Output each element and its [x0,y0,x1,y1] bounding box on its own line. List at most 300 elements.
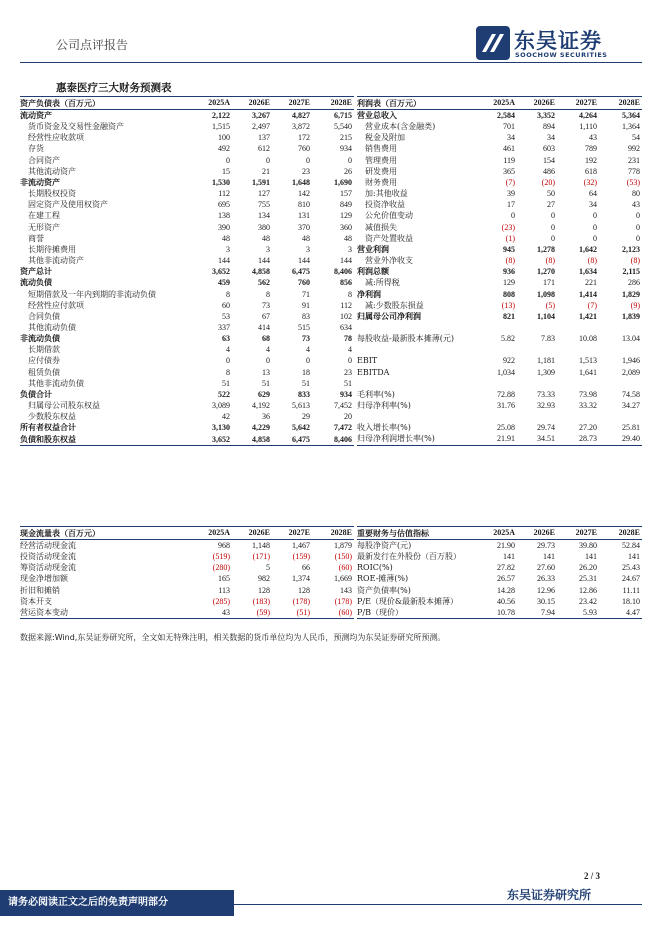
table-row [20,400,354,411]
value-cell: 21.91 [477,433,517,445]
value-cell: 1,530 [212,177,230,187]
data-source-note: 数据来源:Wind,东吴证券研究所，全文如无特殊注明，相关数据的货币单位均为人民币，预测均为东吴证券研究所预测。 [20,633,446,642]
table-row [20,562,354,573]
value-cell: 3,352 [537,111,555,120]
row-label: 其他非流动资产 [28,256,84,266]
value-cell: 2,115 [622,267,640,277]
year-header-cell: 2028E [599,97,642,110]
row-label: 归属母公司股东权益 [28,401,100,411]
value-cell: 370 [298,222,310,232]
value-cell: (183) [252,596,270,606]
table-row [20,188,354,199]
row-label: P/B（现价） [357,607,477,619]
value-cell: 50 [547,189,555,199]
value-cell: 43 [589,133,597,143]
row-label: 公允价值变动 [365,211,413,221]
value-cell: 810 [298,200,310,210]
value-cell: 1,148 [252,541,270,550]
balance-sheet-table [20,96,354,446]
value-cell: 4,858 [252,267,270,277]
value-cell: 755 [258,200,270,210]
value-cell: 7.83 [541,334,555,344]
row-label: 营业成本(含金融类) [365,122,436,132]
value-cell: 4,858 [232,434,272,446]
value-cell: 15 [222,166,230,176]
value-cell: 26 [344,166,352,176]
key-metrics-table [357,526,642,619]
value-cell: 10.08 [579,334,597,344]
row-label: 其他流动负债 [28,322,76,332]
row-label: 现金净增加额 [20,574,68,584]
table-title-cell: 重要财务与估值指标 [357,527,477,540]
value-cell: 1,104 [537,311,555,321]
value-cell: 73 [262,300,270,310]
row-label: 研发费用 [365,166,397,176]
year-header-cell: 2025A [477,97,517,110]
value-cell: (150) [334,552,352,562]
row-label: 无形资产 [28,222,60,232]
table-row [20,143,354,154]
row-label: 负债和股东权益 [20,434,192,446]
value-cell: 4 [266,345,270,355]
value-cell: 4 [306,345,310,355]
value-cell: 337 [218,322,230,332]
value-cell: 1,278 [537,244,555,254]
value-cell: (159) [292,552,310,562]
value-cell [517,344,557,355]
table-row [20,434,354,446]
value-cell: 618 [585,166,597,176]
table-row [357,177,642,188]
table-row [20,367,354,378]
table-row [20,311,354,322]
table-row [357,322,642,333]
value-cell: 30.15 [537,596,555,606]
row-label: 营业外净收支 [365,256,413,266]
value-cell: 21 [262,166,270,176]
table-row [20,155,354,166]
value-cell: 2,122 [212,111,230,120]
value-cell: 1,634 [579,267,597,277]
value-cell: 53 [222,311,230,321]
cash-flow-table [20,526,354,619]
value-cell: 1,374 [292,574,310,584]
value-cell: 701 [503,122,515,132]
value-cell: 390 [218,222,230,232]
value-cell: 113 [218,585,230,595]
row-label: 在建工程 [28,211,60,221]
value-cell: 0 [593,233,597,243]
value-cell: 25.08 [497,423,515,433]
table-header-row [20,527,354,540]
row-label: 长期股权投资 [28,189,76,199]
value-cell: 0 [551,222,555,232]
value-cell [557,378,599,389]
table-row [357,255,642,266]
table-row [20,540,354,552]
value-cell: 982 [258,574,270,584]
row-label: 非流动资产 [20,176,60,187]
value-cell: (32) [583,177,597,187]
row-label: 收入增长率(%) [357,423,411,433]
value-cell: 128 [258,585,270,595]
year-header-cell: 2028E [312,527,354,540]
value-cell: (60) [312,607,354,619]
value-cell: 4.47 [599,607,642,619]
table-title-cell: 利润表（百万元） [357,97,477,110]
value-cell: 34.51 [517,433,557,445]
value-cell: 612 [258,144,270,154]
value-cell: 1,829 [622,289,640,299]
table-row [20,110,354,122]
year-header-cell: 2027E [272,97,312,110]
row-label: 其他流动资产 [28,166,76,176]
value-cell: 112 [340,300,352,310]
year-header-cell: 2028E [599,527,642,540]
page-title: 惠泰医疗三大财务预测表 [56,82,172,94]
row-label: 减:少数股东损益 [365,300,424,310]
value-cell: 13 [262,367,270,377]
value-cell: (8) [505,256,515,266]
value-cell: 68 [262,334,270,344]
year-header-cell: 2026E [232,97,272,110]
table-row [20,333,354,344]
value-cell: (178) [292,596,310,606]
value-cell: 968 [218,541,230,550]
value-cell: 5.93 [557,607,599,619]
value-cell: 856 [340,278,352,288]
value-cell: 12.86 [579,585,597,595]
table-row [20,277,354,288]
page-number: 2 / 3 [584,871,601,881]
row-label: P/E（现价&最新股本摊薄） [357,596,459,606]
row-label: 归母净利润增长率(%) [357,433,477,445]
value-cell: (59) [232,607,272,619]
value-cell: 760 [298,144,310,154]
value-cell: 4,827 [292,111,310,120]
table-row [357,132,642,143]
row-label: 经营活动现金流 [20,541,76,550]
table-row [357,244,642,255]
value-cell: 141 [503,552,515,562]
value-cell: (1) [505,233,515,243]
value-cell: (8) [545,256,555,266]
value-cell: 1,669 [334,574,352,584]
row-label: 少数股东权益 [28,412,76,422]
value-cell: 603 [543,144,555,154]
table-header-row [357,527,642,540]
value-cell: 1,946 [622,356,640,366]
value-cell: 486 [543,166,555,176]
value-cell: 3,267 [252,111,270,120]
value-cell [599,378,642,389]
value-cell [599,344,642,355]
value-cell: 2,123 [622,244,640,254]
row-label: 毛利率(%) [357,389,395,399]
value-cell: 6,715 [334,111,352,120]
value-cell: (23) [501,222,515,232]
value-cell: 1,467 [292,541,310,550]
value-cell: 21.90 [497,541,515,550]
value-cell: 26.57 [497,574,515,584]
value-cell: 1,690 [334,177,352,187]
row-label: 其他非流动负债 [28,378,84,388]
table-title-cell: 现金流量表（百万元） [20,527,192,540]
value-cell: 3,130 [212,423,230,433]
table-row [20,177,354,188]
row-label: 资本开支 [20,596,52,606]
value-cell: 7,452 [334,401,352,411]
value-cell: 72.88 [497,389,515,399]
value-cell: 4,229 [252,423,270,433]
value-cell: 143 [340,585,352,595]
value-cell: 23 [302,166,310,176]
row-label: 税金及附加 [365,133,405,143]
header-divider [20,62,642,63]
value-cell: 25.31 [579,574,597,584]
value-cell [599,411,642,422]
table-row [20,233,354,244]
value-cell: 629 [258,389,270,399]
value-cell: 73 [302,334,310,344]
soochow-logo-icon [476,26,510,60]
table-row [357,266,642,277]
value-cell: 1,641 [579,367,597,377]
logo-text-cn: 东吴证券 [514,29,602,53]
value-cell: 63 [222,334,230,344]
value-cell: 4,264 [579,111,597,120]
value-cell: 4 [348,345,352,355]
value-cell: 215 [340,133,352,143]
value-cell: 0 [226,155,230,165]
value-cell: 29.73 [537,541,555,550]
table-row [357,311,642,322]
value-cell: 26.33 [537,574,555,584]
value-cell: 73.33 [537,389,555,399]
row-label: 财务费用 [365,177,397,187]
value-cell: 3,652 [192,434,232,446]
table-row [357,367,642,378]
value-cell: 6,475 [292,267,310,277]
value-cell: 52.84 [622,541,640,550]
value-cell: (7) [587,300,597,310]
value-cell: (5) [545,300,555,310]
value-cell: 695 [218,200,230,210]
value-cell: 43 [192,607,232,619]
row-label: 商誉 [28,233,44,243]
value-cell: 945 [503,244,515,254]
value-cell: 0 [306,155,310,165]
value-cell: (280) [212,563,230,573]
value-cell: 48 [262,233,270,243]
value-cell: 144 [218,256,230,266]
value-cell: 129 [503,278,515,288]
value-cell: 414 [258,322,270,332]
value-cell: 5,364 [622,111,640,120]
value-cell: 821 [503,311,515,321]
value-cell: 27.20 [579,423,597,433]
row-label: 应付债券 [28,356,60,366]
value-cell: 1,181 [537,356,555,366]
value-cell: 2,584 [497,111,515,120]
table-row [357,233,642,244]
table-row [20,255,354,266]
row-label: 最新发行在外股份（百万股） [357,552,461,562]
value-cell: 34 [507,133,515,143]
value-cell: 515 [298,322,310,332]
row-label [357,411,477,422]
value-cell: 29 [302,412,310,422]
value-cell: 5.82 [501,334,515,344]
value-cell: 365 [503,166,515,176]
value-cell: 5,540 [334,122,352,132]
table-row [20,344,354,355]
value-cell: 134 [258,211,270,221]
table-row [20,389,354,400]
value-cell: 13.04 [622,334,640,344]
row-label: EBITDA [357,367,390,377]
value-cell: 221 [585,278,597,288]
value-cell: 39 [507,189,515,199]
value-cell: 33.32 [579,401,597,411]
year-header-cell: 2025A [192,97,232,110]
value-cell: 34 [589,200,597,210]
value-cell: (8) [587,256,597,266]
value-cell: 0 [636,233,640,243]
row-label: 归属母公司净利润 [357,310,421,321]
value-cell: (53) [626,177,640,187]
value-cell: 137 [258,133,270,143]
value-cell: 522 [218,389,230,399]
value-cell: 286 [628,278,640,288]
table-row [357,121,642,132]
footer-org-name: 东吴证券研究所 [507,888,592,902]
value-cell: 0 [593,222,597,232]
table-row [357,422,642,433]
value-cell: 83 [302,311,310,321]
value-cell: 39.80 [579,541,597,550]
value-cell: 0 [551,211,555,221]
year-header-cell: 2027E [272,527,312,540]
value-cell: 138 [218,211,230,221]
value-cell: 0 [551,233,555,243]
value-cell: 171 [543,278,555,288]
table-row [357,433,642,445]
value-cell: 1,364 [622,122,640,132]
row-label: 折旧和摊销 [20,585,60,595]
value-cell: 51 [344,378,352,388]
table-row [357,222,642,233]
value-cell: 1,642 [579,244,597,254]
value-cell: 12.96 [537,585,555,595]
value-cell: (60) [338,563,352,573]
row-label: 所有者权益合计 [20,422,76,433]
value-cell: (51) [272,607,312,619]
value-cell: 17 [507,200,515,210]
value-cell: 11.11 [622,585,640,595]
value-cell [599,322,642,333]
value-cell: 73.98 [579,389,597,399]
value-cell: 5,642 [292,423,310,433]
value-cell: 760 [298,278,310,288]
value-cell [517,322,557,333]
brand-logo [476,24,626,64]
value-cell: 0 [636,222,640,232]
row-label [357,322,477,333]
table-row [20,378,354,389]
value-cell: 833 [298,389,310,399]
row-label: 营业总收入 [357,110,397,120]
value-cell: 36 [262,412,270,422]
value-cell: 67 [262,311,270,321]
row-label: 归母净利率(%) [357,401,411,411]
value-cell: 165 [218,574,230,584]
value-cell: 26.20 [579,563,597,573]
value-cell: 1,648 [292,177,310,187]
value-cell: (171) [252,552,270,562]
value-cell: 0 [226,356,230,366]
row-label: ROE-摊薄(%) [357,574,409,584]
value-cell: 54 [632,133,640,143]
row-label: 合同资产 [28,155,60,165]
table-header-row [357,97,642,110]
table-title-cell: 资产负债表（百万元） [20,97,192,110]
value-cell: 634 [340,322,352,332]
table-row [357,355,642,366]
value-cell: 1,110 [579,122,597,132]
value-cell: 3,089 [212,401,230,411]
table-row [20,355,354,366]
value-cell: (7) [505,177,515,187]
table-row [20,166,354,177]
value-cell: 8 [348,289,352,299]
value-cell: 128 [298,585,310,595]
table-row [20,322,354,333]
value-cell: 131 [298,211,310,221]
value-cell: 141 [543,552,555,562]
table-row [20,422,354,433]
value-cell: 1,879 [334,541,352,550]
value-cell: 922 [503,356,515,366]
value-cell [477,378,517,389]
value-cell: 934 [340,389,352,399]
value-cell: (9) [630,300,640,310]
value-cell: 60 [222,300,230,310]
table-row [20,573,354,584]
value-cell: 7,472 [334,423,352,433]
disclaimer-banner: 请务必阅读正文之后的免责声明部分 [0,890,234,916]
table-row [20,289,354,300]
value-cell: (20) [541,177,555,187]
table-row [357,166,642,177]
value-cell: 3 [226,244,230,254]
row-label: 流动负债 [20,277,52,288]
value-cell: 3,872 [292,122,310,132]
value-cell: 0 [306,356,310,366]
value-cell: 25.43 [622,563,640,573]
value-cell: 1,098 [537,289,555,299]
value-cell: 32.93 [537,401,555,411]
value-cell: (285) [212,596,230,606]
value-cell: 2,089 [622,367,640,377]
value-cell: 459 [218,278,230,288]
value-cell: 8 [226,367,230,377]
value-cell: 28.73 [557,433,599,445]
row-label [357,378,477,389]
value-cell: 23 [344,367,352,377]
value-cell: 3 [266,244,270,254]
value-cell: 141 [628,552,640,562]
